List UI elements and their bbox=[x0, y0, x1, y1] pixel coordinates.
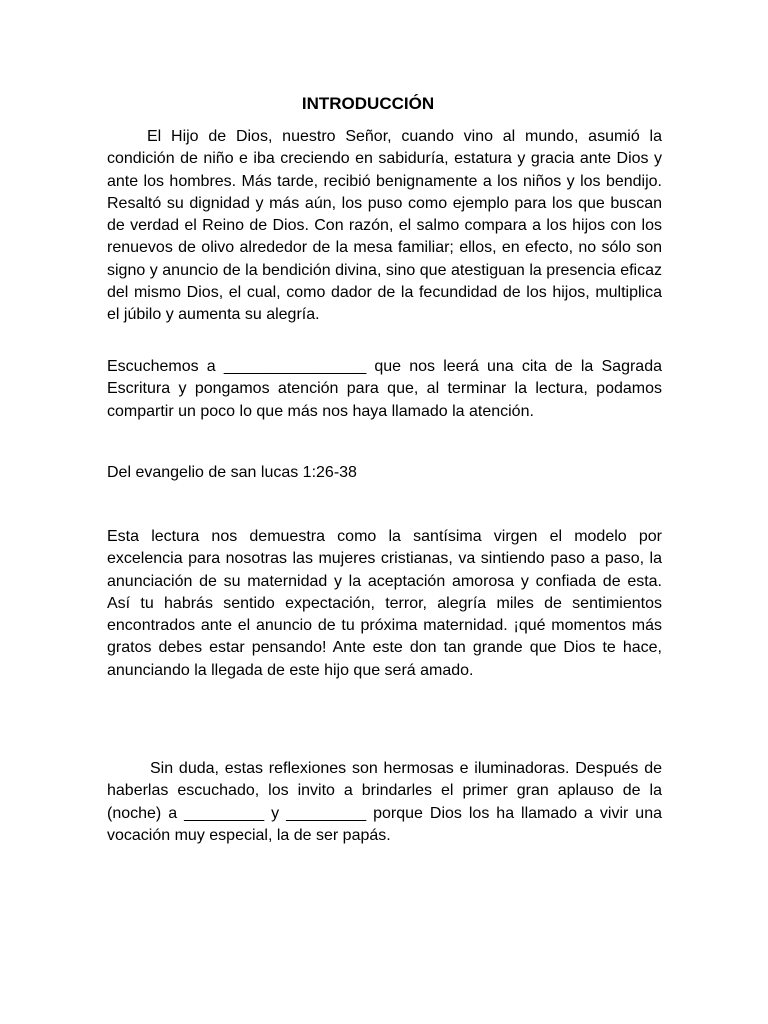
paragraph-reflection: Esta lectura nos demuestra como la santísima virgen el modelo por excelencia para nosotras las mujeres cristianas, va sintiendo paso a paso, la anunciación de su maternidad y la aceptación amorosa y confiada de esta. Así tu habrás sentido expectación, terror, alegría miles de sentimientos encontrados ante el anuncio de tu próxima maternidad. ¡qué momentos más gratos debes estar pensando! Ante este don tan grande que Dios te hace, anunciando la llegada de este hijo que será amado. bbox=[107, 528, 662, 679]
paragraph-gospel-reference: Del evangelio de san lucas 1:26-38 bbox=[107, 464, 357, 481]
paragraph-introduction: El Hijo de Dios, nuestro Señor, cuando vino al mundo, asumió la condición de niño e iba creciendo en sabiduría, estatura y gracia ante Dios y ante los hombres. Más tarde, recibió benignamente a los niños y los bendijo. Resaltó su dignidad y más aún, los puso como ejemplo para los que buscan de verdad el Reino de Dios. Con razón, el salmo compara a los hijos con los renuevos de olivo alrededor de la mesa familiar; ellos, en efecto, no sólo son signo y anuncio de la bendición divina, sino que atestiguan la presencia eficaz del mismo Dios, el cual, como dador de la fecundidad de los hijos, multiplica el júbilo y aumenta su alegría. bbox=[107, 128, 662, 324]
paragraph-reader-invitation: Escuchemos a ________________ que nos leerá una cita de la Sagrada Escritura y pongamos atención para que, al terminar la lectura, podamos compartir un poco lo que más nos haya llamado la atención. bbox=[107, 358, 662, 420]
document-title bbox=[0, 93, 768, 115]
document-title-text: INTRODUCCIÓN bbox=[301, 94, 435, 113]
paragraph-applause: Sin duda, estas reflexiones son hermosas e iluminadoras. Después de haberlas escuchado, los invito a brindarles el primer gran aplauso de la (noche) a _________ y _________ porque Dios los ha llamado a vivir una vocación muy especial, la de ser papás. bbox=[107, 760, 662, 844]
